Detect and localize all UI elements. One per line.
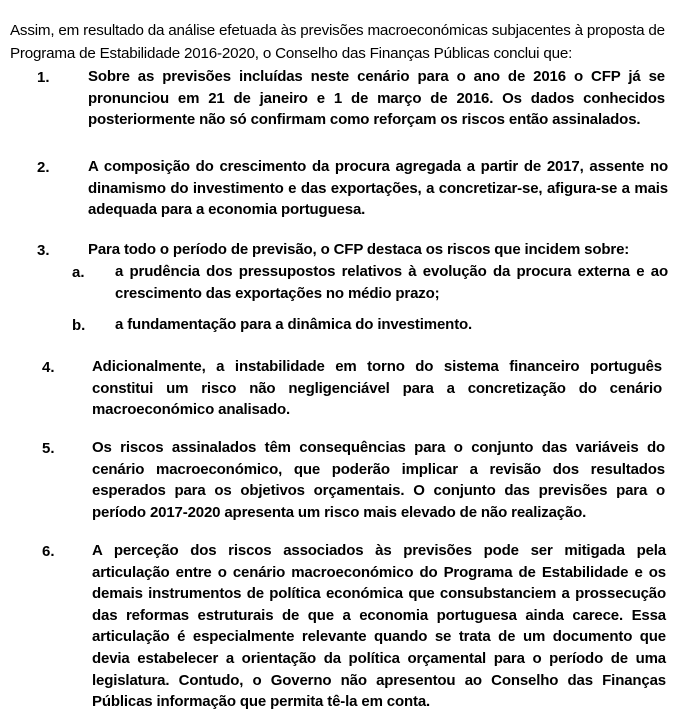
item-number: 6. <box>42 543 55 560</box>
item-number: 3. <box>37 242 50 259</box>
intro-paragraph: Assim, em resultado da análise efetuada às previsões macroeconómicas subjacentes à proposta de Programa de Estabilidade 2016-2020, o Conselho das Finanças Públicas conclui que: <box>10 22 665 63</box>
item-text: A composição do crescimento da procura agregada a partir de 2017, assente no dinamismo do investimento e das exportações, a concretizar-se, afigura-se a mais adequada para a economia portuguesa. <box>88 158 668 219</box>
subitem-text: a prudência dos pressupostos relativos à evolução da procura externa e ao crescimento das exportações no médio prazo; <box>115 263 668 302</box>
item-text: Sobre as previsões incluídas neste cenário para o ano de 2016 o CFP já se pronunciou em 21 de janeiro e 1 de março de 2016. Os dados conhecidos posteriormente não só confirmam como reforçam os riscos então assinalados. <box>88 68 665 129</box>
item-number: 5. <box>42 440 55 457</box>
item-number: 2. <box>37 159 50 176</box>
subitem-letter: a. <box>72 264 85 281</box>
item-text: Adicionalmente, a instabilidade em torno do sistema financeiro português constitui um risco não negligenciável para a concretização do cenário macroeconómico analisado. <box>92 358 662 419</box>
item-text: Os riscos assinalados têm consequências para o conjunto das variáveis do cenário macroeconómico, que poderão implicar a revisão dos resultados esperados para os objetivos orçamentais. O conjunto das previsões para o período 2017-2020 apresenta um risco mais elevado de não realização. <box>92 439 665 521</box>
subitem-text: a fundamentação para a dinâmica do investimento. <box>115 316 473 333</box>
item-number: 4. <box>42 359 55 376</box>
item-text: Para todo o período de previsão, o CFP destaca os riscos que incidem sobre: <box>88 241 630 258</box>
item-text: A perceção dos riscos associados às previsões pode ser mitigada pela articulação entre o cenário macroeconómico do Programa de Estabilidade e os demais instrumentos de política económica que consubstanciem a prossecução das reformas estruturais de que a economia portuguesa ainda carece. Essa articulação é especialmente relevante quando se trata de um documento que devia estabelecer a orientação da política orçamental para o período de uma legislatura. Contudo, o Governo não apresentou ao Conselho das Finanças Públicas informação que permita tê-la em conta. <box>92 542 666 711</box>
subitem-letter: b. <box>72 317 86 334</box>
item-number: 1. <box>37 69 50 86</box>
